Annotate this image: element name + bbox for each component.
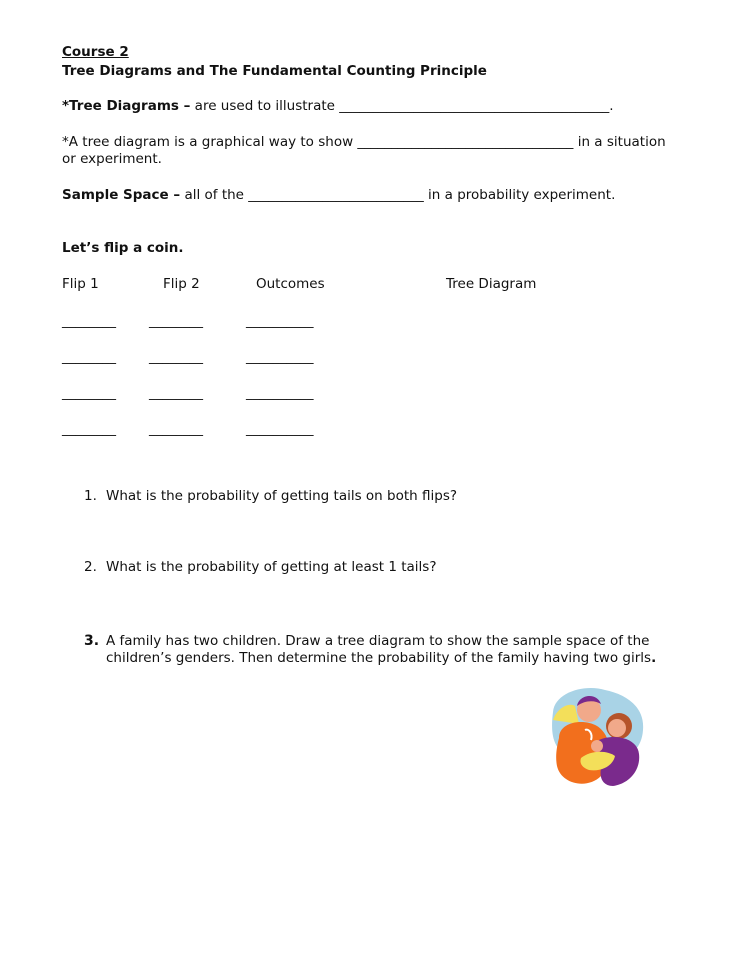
sample-end: in a probability experiment. [423,187,616,203]
sample-def-text: all of the [180,187,249,203]
sample-space-definition [62,187,615,204]
blank-outcome-row2[interactable]: __________ [246,349,314,365]
activity-heading: Let’s flip a coin. [62,240,184,256]
tree-diagram-graphical-line [62,134,666,151]
blank-outcome-row3[interactable]: __________ [246,385,314,401]
question-text: What is the probability of getting tails on both flips? [106,488,458,504]
fill-in-blank[interactable]: ________________________________________ [339,98,610,114]
blank-outcome-row4[interactable]: __________ [246,421,314,437]
question-text: What is the probability of getting at least 1 tails? [106,559,437,575]
column-tree-diagram: Tree Diagram [446,276,537,292]
blank-flip1-row3[interactable]: ________ [62,385,116,401]
tree-diagram-graphical-line2: or experiment. [62,151,162,167]
blank-flip1-row4[interactable]: ________ [62,421,116,437]
column-flip2: Flip 2 [163,276,200,292]
column-flip1: Flip 1 [62,276,99,292]
family-clipart-icon [545,684,649,790]
question-3-body: A family has two children. Draw a tree diagram to show the sample space of the children’s genders. Then determine the probability of the family having two girls [106,633,652,666]
question-number: 1. [84,488,97,504]
blank-outcome-row1[interactable]: __________ [246,313,314,329]
sample-space-term: Sample Space – [62,187,181,203]
question-3-end: . [651,650,657,666]
blank-flip1-row2[interactable]: ________ [62,349,116,365]
blank-flip1-row1[interactable]: ________ [62,313,116,329]
page-title: Tree Diagrams and The Fundamental Counting Principle [62,63,487,79]
tree-diagram-term: *Tree Diagrams – [62,98,191,114]
course-label: Course 2 [62,44,129,60]
tree2-end: in a situation [573,134,666,150]
period: . [609,98,614,114]
blank-flip2-row4[interactable]: ________ [149,421,203,437]
tree-diagram-definition [62,98,614,115]
fill-in-blank[interactable]: ________________________________ [357,134,574,150]
tree-diagram-def-text: are used to illustrate [190,98,340,114]
question-number: 2. [84,559,97,575]
blank-flip2-row3[interactable]: ________ [149,385,203,401]
fill-in-blank[interactable]: __________________________ [248,187,424,203]
question-text [106,633,686,667]
question-number: 3. [84,633,100,649]
blank-flip2-row2[interactable]: ________ [149,349,203,365]
tree2-text: *A tree diagram is a graphical way to show [62,134,358,150]
column-outcomes: Outcomes [256,276,325,292]
blank-flip2-row1[interactable]: ________ [149,313,203,329]
